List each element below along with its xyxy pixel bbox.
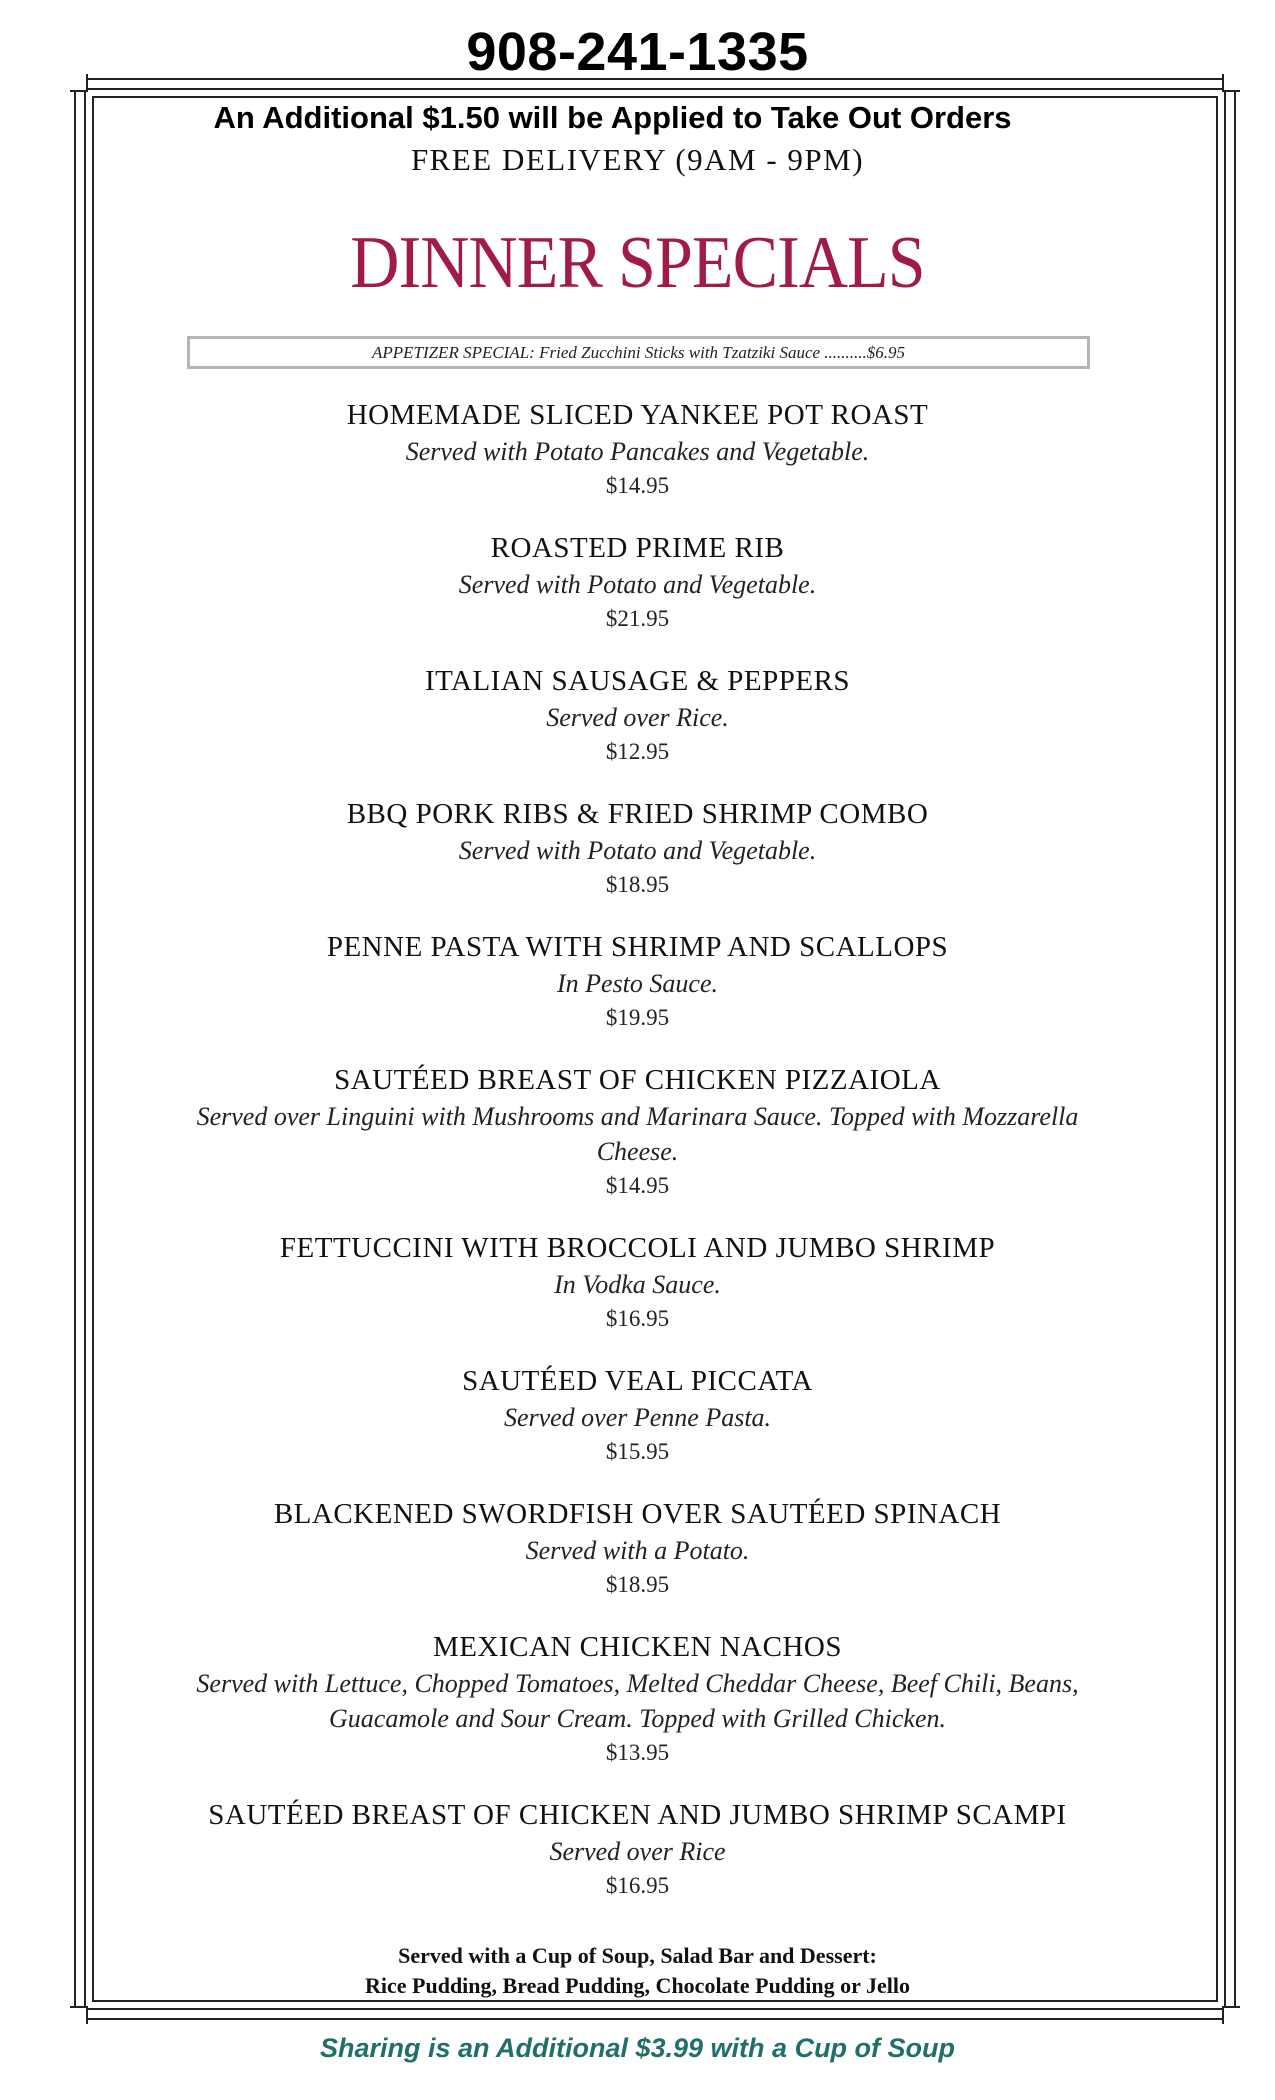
- menu-item-name: MEXICAN CHICKEN NACHOS: [433, 1631, 842, 1663]
- dessert-options-line: Rice Pudding, Bread Pudding, Chocolate Pudding or Jello: [365, 1973, 910, 1998]
- served-with-line: Served with a Cup of Soup, Salad Bar and Dessert:: [398, 1943, 877, 1968]
- menu-item-description: Served with a Potato.: [525, 1536, 750, 1565]
- menu-item-description: In Vodka Sauce.: [554, 1270, 721, 1299]
- menu-item: [180, 396, 1095, 502]
- menu-item-price: $13.95: [605, 1740, 670, 1765]
- page-title: DINNER SPECIALS: [350, 222, 925, 304]
- appetizer-special-box: [187, 336, 1090, 369]
- frame-corner: [70, 2006, 88, 2024]
- menu-item-description: Served with Potato and Vegetable.: [458, 570, 817, 599]
- menu-item-description: Served over Rice.: [546, 703, 729, 732]
- sharing-note: Sharing is an Additional $3.99 with a Cup of Soup: [319, 2033, 956, 2063]
- phone-number: 908-241-1335: [466, 22, 809, 82]
- menu-item-name: ROASTED PRIME RIB: [490, 532, 785, 564]
- menu-item: [180, 1229, 1095, 1335]
- menu-item-name: ITALIAN SAUSAGE & PEPPERS: [424, 665, 851, 697]
- menu-item-name: SAUTÉED BREAST OF CHICKEN AND JUMBO SHRIMP SCAMPI: [208, 1799, 1067, 1831]
- menu-item: [180, 1362, 1095, 1468]
- menu-item-name: FETTUCCINI WITH BROCCOLI AND JUMBO SHRIMP: [279, 1232, 996, 1264]
- frame-corner: [70, 74, 88, 92]
- menu-item-description: Served with Potato and Vegetable.: [458, 836, 817, 865]
- menu-item-description: Served with Potato Pancakes and Vegetable.: [405, 437, 870, 466]
- menu-item-price: $18.95: [605, 1572, 670, 1597]
- menu-item: [180, 1061, 1095, 1202]
- menu-item-description: Served with Lettuce, Chopped Tomatoes, Melted Cheddar Cheese, Beef Chili, Beans, Guacamole and Sour Cream. Topped with Grilled Chicken.: [196, 1669, 1079, 1733]
- menu-item: [180, 1796, 1095, 1902]
- menu-item-name: BLACKENED SWORDFISH OVER SAUTÉED SPINACH: [273, 1498, 1002, 1530]
- menu-item: [180, 529, 1095, 635]
- menu-item-price: $15.95: [605, 1439, 670, 1464]
- menu-item-name: SAUTÉED BREAST OF CHICKEN PIZZAIOLA: [334, 1064, 941, 1096]
- menu-item-description: In Pesto Sauce.: [556, 969, 718, 998]
- menu-item-price: $16.95: [605, 1306, 670, 1331]
- menu-item: [180, 1495, 1095, 1601]
- menu-item: [180, 662, 1095, 768]
- menu-item-price: $21.95: [605, 606, 670, 631]
- menu-item-description: Served over Penne Pasta.: [503, 1403, 772, 1432]
- menu-item-price: $18.95: [605, 872, 670, 897]
- menu-item-price: $14.95: [605, 473, 670, 498]
- menu-item: [180, 928, 1095, 1034]
- delivery-notice: FREE DELIVERY (9AM - 9PM): [410, 142, 865, 177]
- appetizer-special-text: APPETIZER SPECIAL: Fried Zucchini Sticks with Tzatziki Sauce ..........$6.95: [371, 343, 906, 362]
- menu-item-price: $16.95: [605, 1873, 670, 1898]
- takeout-notice: An Additional $1.50 will be Applied to Take Out Orders: [213, 100, 1012, 135]
- menu-item-price: $14.95: [605, 1173, 670, 1198]
- menu-item-price: $19.95: [605, 1005, 670, 1030]
- frame-corner: [1222, 2006, 1240, 2024]
- menu-item: [180, 1628, 1095, 1769]
- menu-item: [180, 795, 1095, 901]
- menu-item-price: $12.95: [605, 739, 670, 764]
- frame-corner: [1222, 74, 1240, 92]
- menu-item-name: HOMEMADE SLICED YANKEE POT ROAST: [346, 399, 929, 431]
- served-with-note: [0, 1941, 1275, 2001]
- menu-item-description: Served over Rice: [549, 1837, 726, 1866]
- menu-item-name: SAUTÉED VEAL PICCATA: [462, 1365, 813, 1397]
- menu-item-name: PENNE PASTA WITH SHRIMP AND SCALLOPS: [326, 931, 949, 963]
- menu-item-description: Served over Linguini with Mushrooms and Marinara Sauce. Topped with Mozzarella Cheese.: [196, 1102, 1079, 1166]
- menu-item-name: BBQ PORK RIBS & FRIED SHRIMP COMBO: [346, 798, 929, 830]
